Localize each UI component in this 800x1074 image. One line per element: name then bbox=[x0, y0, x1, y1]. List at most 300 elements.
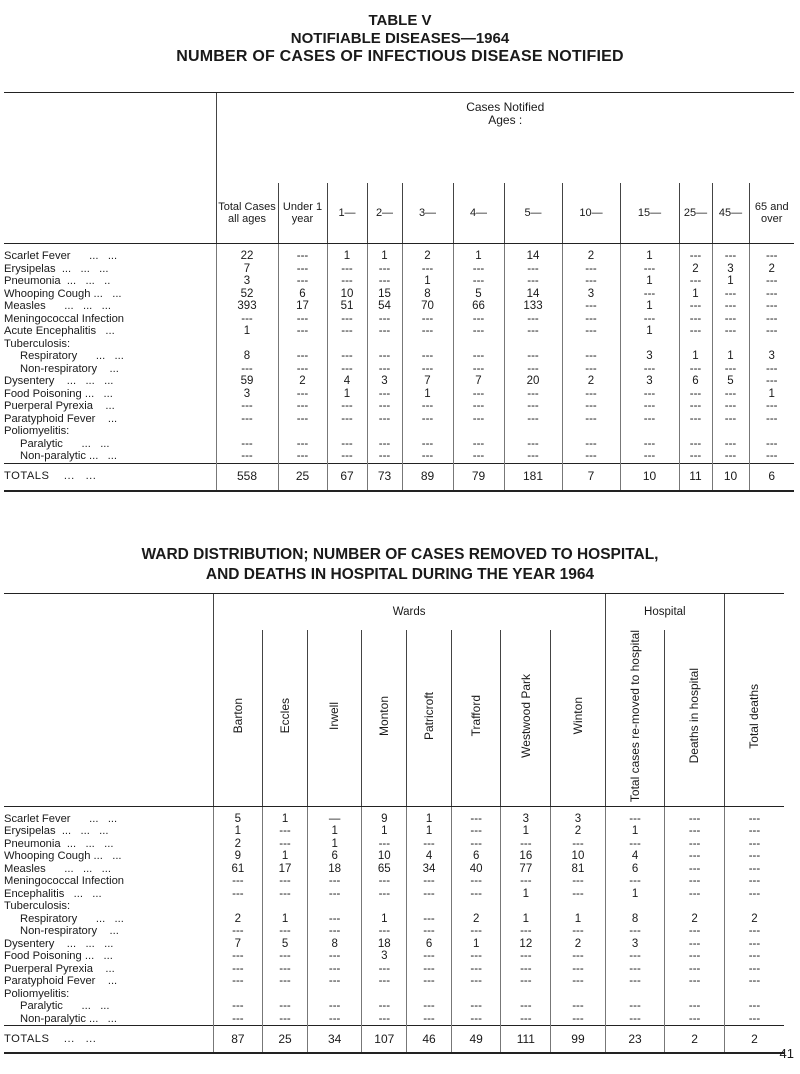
table-cell: --- bbox=[278, 244, 327, 263]
table-cell: --- bbox=[367, 350, 402, 363]
table-cell: 7 bbox=[402, 375, 453, 388]
row-label: Whooping Cough ... ... bbox=[4, 850, 122, 863]
table-cell: --- bbox=[679, 400, 712, 413]
column-header bbox=[453, 183, 504, 244]
column-header-label: 3— bbox=[418, 206, 437, 219]
table-cell: --- bbox=[679, 450, 712, 463]
table-cell: 22 bbox=[216, 244, 278, 263]
table-cell: 6 bbox=[407, 938, 452, 951]
table-cell bbox=[263, 900, 308, 913]
column-header-label: Monton bbox=[377, 696, 392, 737]
table-cell: --- bbox=[665, 1013, 725, 1026]
table-cell: --- bbox=[562, 300, 620, 313]
table-cell: --- bbox=[213, 925, 263, 938]
column-header-label: Under 1 year bbox=[282, 200, 323, 225]
row-label: Scarlet Fever ... ... bbox=[4, 250, 118, 262]
table-cell: --- bbox=[362, 975, 407, 988]
table-cell: --- bbox=[451, 925, 501, 938]
table-cell: 3 bbox=[367, 375, 402, 388]
table-row bbox=[4, 450, 794, 463]
table-cell bbox=[307, 900, 362, 913]
table-cell bbox=[724, 988, 784, 1001]
row-label: Meningococcal Infection bbox=[4, 312, 125, 325]
table-cell: --- bbox=[665, 806, 725, 825]
column-header-label: Total deaths bbox=[747, 683, 762, 749]
table-cell: 1 bbox=[327, 244, 367, 263]
table-cell: --- bbox=[620, 438, 679, 451]
table-cell: --- bbox=[605, 1000, 665, 1013]
column-header-label: 15— bbox=[637, 206, 662, 219]
table-row bbox=[4, 850, 784, 863]
column-header bbox=[724, 630, 784, 806]
table-row bbox=[4, 313, 794, 326]
table-cell: --- bbox=[402, 350, 453, 363]
table-cell: --- bbox=[504, 438, 562, 451]
table-row bbox=[4, 806, 784, 825]
table-cell: --- bbox=[562, 388, 620, 401]
table-cell: 2 bbox=[665, 913, 725, 926]
table-cell: 59 bbox=[216, 375, 278, 388]
table-cell: --- bbox=[605, 925, 665, 938]
table-cell: --- bbox=[724, 950, 784, 963]
column-header-label: Trafford bbox=[468, 695, 483, 737]
table-cell: 8 bbox=[402, 288, 453, 301]
table-cell: 1 bbox=[605, 825, 665, 838]
wards-header: Wards bbox=[213, 594, 605, 631]
table-cell: --- bbox=[213, 1000, 263, 1013]
table-cell: --- bbox=[665, 838, 725, 851]
column-header bbox=[216, 183, 278, 244]
table-cell: --- bbox=[213, 888, 263, 901]
table-cell: --- bbox=[679, 363, 712, 376]
table-cell: --- bbox=[307, 875, 362, 888]
table-cell: --- bbox=[407, 925, 452, 938]
table-cell: --- bbox=[562, 313, 620, 326]
totals-cell: 46 bbox=[407, 1026, 452, 1054]
table-cell: --- bbox=[679, 275, 712, 288]
table-cell: --- bbox=[605, 1013, 665, 1026]
table-cell: 1 bbox=[213, 825, 263, 838]
table-cell: --- bbox=[562, 450, 620, 463]
table-cell: --- bbox=[402, 413, 453, 426]
table-cell bbox=[407, 988, 452, 1001]
row-label: Acute Encephalitis ... bbox=[4, 325, 115, 337]
table-cell: --- bbox=[724, 925, 784, 938]
totals-row bbox=[4, 1026, 784, 1054]
table-cell: --- bbox=[665, 850, 725, 863]
table-cell: --- bbox=[451, 825, 501, 838]
table-cell bbox=[501, 988, 551, 1001]
table-cell: --- bbox=[402, 438, 453, 451]
table-cell: --- bbox=[307, 975, 362, 988]
table-cell: --- bbox=[712, 400, 749, 413]
total-deaths-group bbox=[724, 594, 784, 631]
table-row bbox=[4, 925, 784, 938]
table-row bbox=[4, 325, 794, 338]
table-cell bbox=[562, 338, 620, 351]
table-cell: --- bbox=[367, 438, 402, 451]
table-cell bbox=[665, 900, 725, 913]
table-cell bbox=[504, 425, 562, 438]
table-cell bbox=[402, 338, 453, 351]
column-header-label: 45— bbox=[718, 206, 743, 219]
table-cell: 3 bbox=[620, 350, 679, 363]
table-cell: --- bbox=[453, 450, 504, 463]
row-label: Puerperal Pyrexia ... bbox=[4, 962, 115, 975]
table-cell bbox=[402, 425, 453, 438]
column-header bbox=[605, 630, 665, 806]
column-header-label: Irwell bbox=[327, 702, 342, 731]
table-cell: --- bbox=[724, 875, 784, 888]
table-cell: --- bbox=[407, 950, 452, 963]
cases-notified-header: Cases Notified Ages : bbox=[216, 93, 794, 184]
table-cell: --- bbox=[551, 1000, 606, 1013]
table-cell: 77 bbox=[501, 863, 551, 876]
totals-cell: 6 bbox=[749, 463, 794, 491]
table-cell: 2 bbox=[451, 913, 501, 926]
table-cell: 65 bbox=[362, 863, 407, 876]
row-label: Non-respiratory ... bbox=[20, 362, 119, 375]
table-cell: --- bbox=[504, 388, 562, 401]
row-label: Poliomyelitis: bbox=[4, 425, 70, 437]
table-cell: --- bbox=[724, 850, 784, 863]
column-header-label: 1— bbox=[338, 206, 356, 219]
table-cell: 1 bbox=[712, 275, 749, 288]
table-row bbox=[4, 388, 794, 401]
table-row bbox=[4, 888, 784, 901]
table-cell: --- bbox=[453, 400, 504, 413]
table-cell: --- bbox=[367, 313, 402, 326]
table-cell: --- bbox=[504, 450, 562, 463]
table-cell: 1 bbox=[362, 913, 407, 926]
totals-cell: 2 bbox=[724, 1026, 784, 1054]
table-cell: --- bbox=[562, 325, 620, 338]
table-cell: --- bbox=[327, 438, 367, 451]
ward-distribution-table bbox=[4, 593, 784, 1054]
table-cell: --- bbox=[712, 244, 749, 263]
totals-cell: 107 bbox=[362, 1026, 407, 1054]
table-cell: 2 bbox=[551, 825, 606, 838]
table-cell: --- bbox=[362, 888, 407, 901]
table-cell: --- bbox=[367, 325, 402, 338]
table-cell: 2 bbox=[562, 244, 620, 263]
row-label-header bbox=[4, 594, 213, 631]
table-cell: --- bbox=[562, 263, 620, 276]
totals-label: TOTALS ... ... bbox=[4, 1026, 213, 1054]
table-cell: 2 bbox=[551, 938, 606, 951]
table-cell: --- bbox=[453, 275, 504, 288]
table-cell: --- bbox=[278, 400, 327, 413]
table-cell: --- bbox=[278, 350, 327, 363]
table-cell: --- bbox=[307, 913, 362, 926]
column-header-label: Eccles bbox=[277, 698, 292, 734]
table-cell: 2 bbox=[213, 913, 263, 926]
table-cell: --- bbox=[451, 975, 501, 988]
table-cell: --- bbox=[679, 313, 712, 326]
table-row bbox=[4, 244, 794, 263]
totals-cell: 79 bbox=[453, 463, 504, 491]
table-cell: --- bbox=[562, 275, 620, 288]
table-cell: --- bbox=[551, 925, 606, 938]
table-cell bbox=[724, 900, 784, 913]
table-cell bbox=[451, 900, 501, 913]
row-label: Non-paralytic ... ... bbox=[20, 1012, 117, 1025]
column-header bbox=[307, 630, 362, 806]
table-cell: — bbox=[307, 806, 362, 825]
table-cell: 6 bbox=[451, 850, 501, 863]
table-cell: --- bbox=[213, 963, 263, 976]
table-cell: --- bbox=[278, 388, 327, 401]
table-cell: --- bbox=[367, 263, 402, 276]
table-cell: 1 bbox=[263, 806, 308, 825]
table-cell: --- bbox=[307, 1013, 362, 1026]
table-cell: --- bbox=[665, 963, 725, 976]
table-cell: --- bbox=[367, 413, 402, 426]
table-cell: --- bbox=[327, 363, 367, 376]
table-cell: --- bbox=[679, 388, 712, 401]
table-cell: --- bbox=[263, 838, 308, 851]
table-cell: --- bbox=[327, 400, 367, 413]
table-cell: 2 bbox=[213, 838, 263, 851]
table-cell bbox=[453, 425, 504, 438]
table-cell: --- bbox=[327, 413, 367, 426]
table-cell: --- bbox=[402, 313, 453, 326]
table-cell: --- bbox=[712, 300, 749, 313]
table-cell: --- bbox=[362, 838, 407, 851]
page-number: 41 bbox=[779, 1046, 794, 1061]
row-label: Measles ... ... ... bbox=[4, 300, 111, 312]
table-cell: --- bbox=[712, 313, 749, 326]
table-cell: --- bbox=[407, 875, 452, 888]
table-cell: --- bbox=[620, 263, 679, 276]
table-cell: --- bbox=[327, 313, 367, 326]
table-cell: 18 bbox=[362, 938, 407, 951]
totals-cell: 73 bbox=[367, 463, 402, 491]
table-cell bbox=[278, 338, 327, 351]
row-label: Poliomyelitis: bbox=[4, 987, 70, 1000]
table-cell: 1 bbox=[501, 888, 551, 901]
table-cell: --- bbox=[278, 313, 327, 326]
table-cell bbox=[213, 900, 263, 913]
column-header bbox=[679, 183, 712, 244]
table-cell: --- bbox=[712, 288, 749, 301]
table-cell: 9 bbox=[362, 806, 407, 825]
totals-cell: 23 bbox=[605, 1026, 665, 1054]
row-label: Paralytic ... ... bbox=[20, 1000, 110, 1013]
table-cell: --- bbox=[749, 413, 794, 426]
totals-cell: 558 bbox=[216, 463, 278, 491]
table-cell: 9 bbox=[213, 850, 263, 863]
table-cell: --- bbox=[407, 1013, 452, 1026]
totals-cell: 49 bbox=[451, 1026, 501, 1054]
table-cell: 133 bbox=[504, 300, 562, 313]
table-cell: --- bbox=[665, 875, 725, 888]
table-cell: --- bbox=[679, 325, 712, 338]
table-cell: 2 bbox=[724, 913, 784, 926]
table-cell: 8 bbox=[216, 350, 278, 363]
table-row bbox=[4, 963, 784, 976]
disease-column-header bbox=[4, 183, 216, 244]
table-row bbox=[4, 300, 794, 313]
table-number: TABLE V bbox=[368, 12, 432, 29]
table-cell: --- bbox=[453, 363, 504, 376]
column-header bbox=[407, 630, 452, 806]
table-cell: 2 bbox=[402, 244, 453, 263]
table-cell: --- bbox=[724, 863, 784, 876]
table-cell: 2 bbox=[562, 375, 620, 388]
table-cell: --- bbox=[307, 1000, 362, 1013]
table-cell: --- bbox=[504, 263, 562, 276]
row-label: Non-paralytic ... ... bbox=[20, 450, 117, 462]
table-cell: --- bbox=[665, 950, 725, 963]
table-cell: 1 bbox=[367, 244, 402, 263]
column-header bbox=[504, 183, 562, 244]
table-cell bbox=[278, 425, 327, 438]
table-cell: 3 bbox=[216, 388, 278, 401]
table-cell bbox=[620, 338, 679, 351]
column-header bbox=[712, 183, 749, 244]
row-label: Non-respiratory ... bbox=[20, 925, 119, 938]
table-cell: --- bbox=[551, 975, 606, 988]
table-cell: 1 bbox=[216, 325, 278, 338]
table-cell: 3 bbox=[216, 275, 278, 288]
table-cell bbox=[216, 338, 278, 351]
table-cell: --- bbox=[749, 288, 794, 301]
table-cell: --- bbox=[307, 963, 362, 976]
table-cell: --- bbox=[263, 1013, 308, 1026]
table-cell: --- bbox=[263, 888, 308, 901]
column-header bbox=[263, 630, 308, 806]
table-cell: --- bbox=[216, 313, 278, 326]
column-header bbox=[665, 630, 725, 806]
column-header-label: 65 and over bbox=[754, 200, 789, 225]
table-cell: 1 bbox=[407, 806, 452, 825]
row-label: Paratyphoid Fever ... bbox=[4, 412, 118, 425]
table-cell: 17 bbox=[278, 300, 327, 313]
row-label: Respiratory ... ... bbox=[20, 350, 124, 362]
table-cell: 1 bbox=[307, 838, 362, 851]
table-cell: 1 bbox=[263, 850, 308, 863]
table-cell: --- bbox=[263, 963, 308, 976]
table-cell: --- bbox=[724, 963, 784, 976]
table-cell: --- bbox=[665, 888, 725, 901]
column-header bbox=[213, 630, 263, 806]
table-cell: --- bbox=[213, 950, 263, 963]
table-cell: --- bbox=[402, 325, 453, 338]
row-label: Meningococcal Infection bbox=[4, 875, 125, 888]
table-cell: --- bbox=[213, 875, 263, 888]
table-row bbox=[4, 288, 794, 301]
table-cell: --- bbox=[402, 400, 453, 413]
column-header bbox=[749, 183, 794, 244]
table-cell: --- bbox=[504, 350, 562, 363]
hospital-header: Hospital bbox=[605, 594, 724, 631]
table-row bbox=[4, 338, 794, 351]
table-cell: --- bbox=[501, 963, 551, 976]
table-cell: 3 bbox=[749, 350, 794, 363]
table-cell: 4 bbox=[407, 850, 452, 863]
table-cell: --- bbox=[749, 450, 794, 463]
totals-cell: 181 bbox=[504, 463, 562, 491]
table-cell: 14 bbox=[504, 288, 562, 301]
table-cell: --- bbox=[367, 363, 402, 376]
table-cell: --- bbox=[749, 275, 794, 288]
table-cell: --- bbox=[665, 863, 725, 876]
table-cell: 1 bbox=[453, 244, 504, 263]
table-cell: --- bbox=[562, 400, 620, 413]
table-cell bbox=[562, 425, 620, 438]
table-cell: --- bbox=[407, 838, 452, 851]
table-cell: --- bbox=[407, 975, 452, 988]
table-row bbox=[4, 938, 784, 951]
column-header-label: 5— bbox=[524, 206, 542, 219]
table-cell: --- bbox=[724, 806, 784, 825]
table-cell: --- bbox=[679, 300, 712, 313]
totals-cell: 7 bbox=[562, 463, 620, 491]
table-cell: --- bbox=[712, 388, 749, 401]
table-cell: --- bbox=[278, 325, 327, 338]
table-cell: --- bbox=[451, 963, 501, 976]
table-cell: --- bbox=[724, 1013, 784, 1026]
table-cell: 18 bbox=[307, 863, 362, 876]
column-header-label: Total cases re-moved to hospital bbox=[627, 630, 642, 803]
table-cell: --- bbox=[749, 244, 794, 263]
table-cell: --- bbox=[724, 938, 784, 951]
table-cell: --- bbox=[551, 875, 606, 888]
table-cell: --- bbox=[605, 806, 665, 825]
table-cell bbox=[501, 900, 551, 913]
totals-cell: 25 bbox=[263, 1026, 308, 1054]
row-label-header bbox=[4, 93, 216, 184]
table-cell: --- bbox=[605, 950, 665, 963]
table-cell bbox=[551, 988, 606, 1001]
totals-cell: 2 bbox=[665, 1026, 725, 1054]
table-cell: --- bbox=[562, 413, 620, 426]
table-cell: --- bbox=[504, 413, 562, 426]
table-cell: --- bbox=[665, 925, 725, 938]
totals-cell: 99 bbox=[551, 1026, 606, 1054]
column-header bbox=[501, 630, 551, 806]
table-cell: --- bbox=[712, 363, 749, 376]
table-cell: --- bbox=[551, 950, 606, 963]
table-cell: --- bbox=[562, 363, 620, 376]
table-cell: --- bbox=[278, 363, 327, 376]
table-cell: --- bbox=[453, 413, 504, 426]
table-cell: 8 bbox=[605, 913, 665, 926]
table-cell: 1 bbox=[749, 388, 794, 401]
table-cell: 393 bbox=[216, 300, 278, 313]
table-cell: --- bbox=[451, 875, 501, 888]
table-cell: --- bbox=[216, 413, 278, 426]
row-label: Scarlet Fever ... ... bbox=[4, 812, 118, 825]
table-cell: --- bbox=[307, 925, 362, 938]
table-cell: --- bbox=[562, 438, 620, 451]
table-cell: 2 bbox=[749, 263, 794, 276]
column-header-label: 10— bbox=[579, 206, 603, 219]
table-cell bbox=[362, 900, 407, 913]
column-header bbox=[620, 183, 679, 244]
table-cell: 1 bbox=[605, 888, 665, 901]
table-cell: 10 bbox=[551, 850, 606, 863]
table-cell: 14 bbox=[504, 244, 562, 263]
table-cell: --- bbox=[749, 313, 794, 326]
totals-cell: 10 bbox=[620, 463, 679, 491]
column-header-label: 4— bbox=[469, 206, 488, 219]
table-cell: 10 bbox=[327, 288, 367, 301]
table-cell: 40 bbox=[451, 863, 501, 876]
table-cell: --- bbox=[327, 275, 367, 288]
table-cell: --- bbox=[749, 300, 794, 313]
